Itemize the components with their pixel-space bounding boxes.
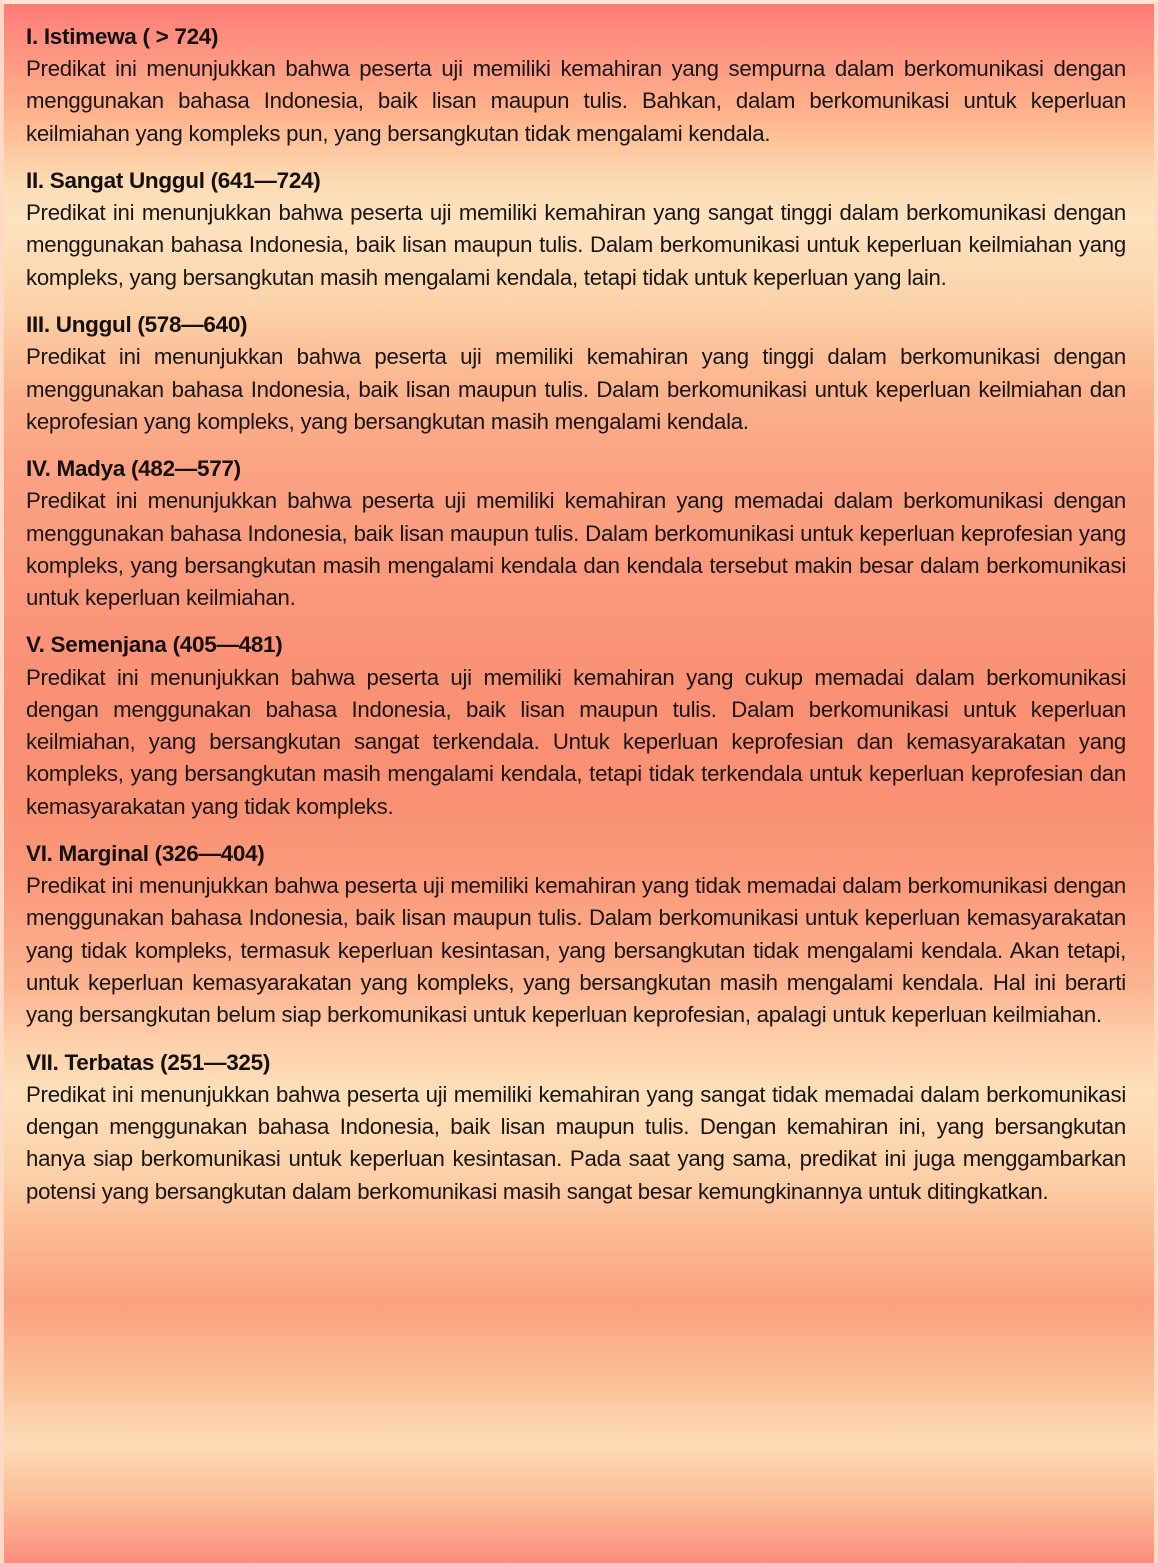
section-body: Predikat ini menunjukkan bahwa peserta uji memiliki kemahiran yang cukup memadai dalam berkomunikasi dengan menggunakan bahasa Indonesia, baik lisan maupun tulis. Dalam berkomunikasi untuk keperluan keilmiahan, yang bersangkutan sangat terkendala. Untuk keperluan keprofesian dan kemasyarakatan yang kompleks, yang bersangkutan masih mengalami kendala, tetapi tidak terkendala untuk keperluan keprofesian dan kemasyarakatan yang tidak kompleks. [26,664,1126,819]
section-heading: VII. Terbatas (251—325) [26,1049,271,1075]
section-body: Predikat ini menunjukkan bahwa peserta uji memiliki kemahiran yang sangat tidak memadai dalam berkomunikasi dengan menggunakan bahasa Indonesia, baik lisan maupun tulis. Dengan kemahiran ini, yang bersangkutan hanya siap berkomunikasi untuk keperluan kesintasan. Pada saat yang sama, predikat ini juga menggambarkan potensi yang bersangkutan dalam berkomunikasi masih sangat besar kemungkinannya untuk ditingkatkan. [26,1081,1126,1204]
section-body: Predikat ini menunjukkan bahwa peserta uji memiliki kemahiran yang sempurna dalam berkomunikasi dengan menggunakan bahasa Indonesia, baik lisan maupun tulis. Bahkan, dalam berkomunikasi untuk keperluan keilmiahan yang kompleks pun, yang bersangkutan tidak mengalami kendala. [26,56,1126,146]
section-marginal [26,839,1126,1032]
section-heading: I. Istimewa ( > 724) [26,24,219,49]
section-body: Predikat ini menunjukkan bahwa peserta uji memiliki kemahiran yang sangat tinggi dalam berkomunikasi dengan menggunakan bahasa Indonesia, baik lisan maupun tulis. Dalam berkomunikasi untuk keperluan keilmiahan yang kompleks, yang bersangkutan masih mengalami kendala, tetapi tidak untuk keperluan yang lain. [26,200,1126,290]
section-body: Predikat ini menunjukkan bahwa peserta uji memiliki kemahiran yang tinggi dalam berkomunikasi dengan menggunakan bahasa Indonesia, baik lisan maupun tulis. Dalam berkomunikasi untuk keperluan keilmiahan dan keprofesian yang kompleks, yang bersangkutan masih mengalami kendala. [26,344,1126,434]
section-heading: II. Sangat Unggul (641—724) [26,168,321,194]
section-heading: VI. Marginal (326—404) [26,841,265,867]
section-terbatas [26,1048,1126,1208]
section-madya [26,454,1126,614]
section-unggul [26,310,1126,438]
section-body: Predikat ini menunjukkan bahwa peserta uji memiliki kemahiran yang memadai dalam berkomunikasi dengan menggunakan bahasa Indonesia, baik lisan maupun tulis. Dalam berkomunikasi untuk keperluan keprofesian yang kompleks, yang bersangkutan masih mengalami kendala dan kendala tersebut makin besar dalam berkomunikasi untuk keperluan keilmiahan. [26,488,1126,611]
document-content [4,4,1154,1563]
section-semenjana [26,630,1126,823]
section-istimewa [26,22,1126,150]
section-body: Predikat ini menunjukkan bahwa peserta uji memiliki kemahiran yang tidak memadai dalam berkomunikasi dengan menggunakan bahasa Indonesia, baik lisan maupun tulis. Dalam berkomunikasi untuk keperluan kemasyarakatan yang tidak kompleks, termasuk keperluan kesintasan, yang bersangkutan tidak mengalami kendala. Akan tetapi, untuk keperluan kemasyarakatan yang kompleks, yang bersangkutan masih mengalami kendala. Hal ini berarti yang bersangkutan belum siap berkomunikasi untuk keperluan keprofesian, apalagi untuk keperluan keilmiahan. [26,873,1126,1028]
section-sangat-unggul [26,166,1126,294]
section-heading: III. Unggul (578—640) [26,312,248,338]
section-heading: IV. Madya (482—577) [26,456,241,482]
section-heading: V. Semenjana (405—481) [26,632,283,658]
